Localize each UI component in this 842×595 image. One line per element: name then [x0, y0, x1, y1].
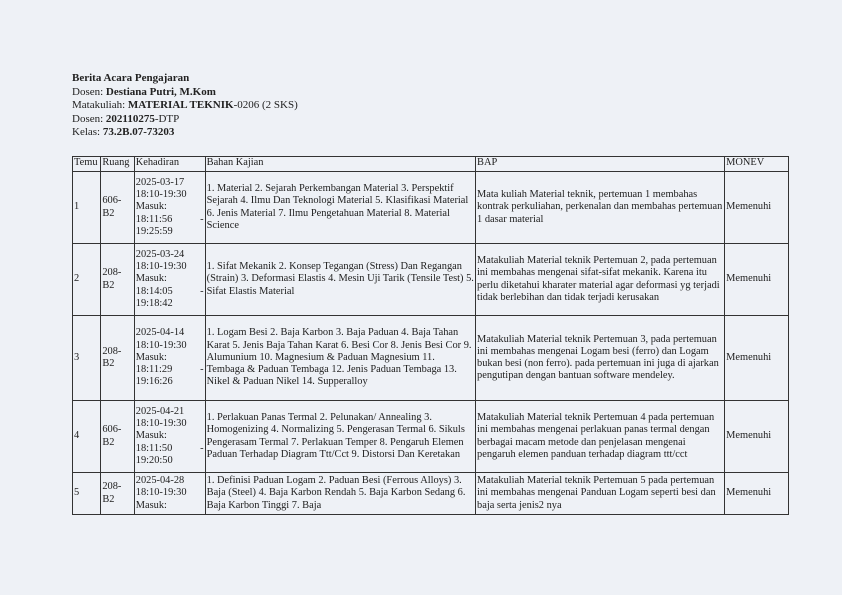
meeting-number: 5	[73, 473, 101, 515]
attendance-cell: 2025-03-24 18:10-19:30 Masuk: 18:14:05 - 19:18:42	[134, 244, 205, 316]
meeting-number: 4	[73, 401, 101, 473]
column-header-temu: Temu	[73, 157, 101, 172]
report-title: Berita Acara Pengajaran	[72, 72, 190, 84]
monev-status: Memenuhi	[725, 401, 789, 473]
table-row	[73, 172, 789, 244]
column-header-bap: BAP	[476, 157, 725, 172]
keluar-time: 19:18:42	[135, 297, 173, 309]
keluar-time: 19:20:50	[135, 454, 173, 466]
bahan-kajian-cell: 1. Logam Besi 2. Baja Karbon 3. Baja Paduan 4. Baja Tahan Karat 5. Jenis Baja Tahan Karat 6. Besi Cor 8. Jenis Besi Cor 9. Alumunium 10. Magnesium & Paduan Magnesium 11. Tembaga & Paduan Tembaga 12. Jenis Paduan Tembaga 13. Nikel & Paduan Nikel 14. Supperalloy	[205, 316, 475, 401]
course-code: -0206 (2 SKS)	[233, 99, 298, 112]
masuk-time: 18:11:56	[135, 213, 173, 225]
attendance-time: 18:10-19:30	[135, 189, 187, 201]
lecturer-id-line: Dosen: 202110275-DTP	[72, 112, 180, 125]
keluar-time: 19:25:59	[135, 225, 173, 237]
masuk-time: 18:11:29	[135, 364, 173, 376]
attendance-time: 18:10-19:30	[135, 487, 187, 499]
room: 208-B2	[101, 316, 134, 401]
table-row	[73, 244, 789, 316]
room: 606-B2	[101, 401, 134, 473]
monev-status: Memenuhi	[725, 172, 789, 244]
column-header-monev: MONEV	[725, 157, 789, 172]
lecturer-name: Destiana Putri, M.Kom	[105, 85, 216, 98]
masuk-label: Masuk:	[135, 499, 167, 511]
table-row	[73, 401, 789, 473]
room: 208-B2	[101, 244, 134, 316]
lecturer-line: Dosen: Destiana Putri, M.Kom	[72, 85, 216, 98]
table-header-row	[73, 157, 789, 172]
class-code: 73.2B.07-73203	[102, 126, 175, 139]
column-header-bahan-kajian: Bahan Kajian	[205, 157, 475, 172]
bap-cell: Matakuliah Material teknik Pertemuan 4 pada pertemuan ini membahas mengenai perlakuan panas termal dengan berbagai macam metode dan penjelasan mengenai pengaruh elemen panduan terhadap diagram ttt/cct	[476, 401, 725, 473]
attendance-date: 2025-04-14	[135, 327, 185, 339]
masuk-label: Masuk:	[135, 273, 167, 285]
class-line: Kelas: 73.2B.07-73203	[72, 126, 175, 139]
bahan-kajian-cell: 1. Material 2. Sejarah Perkembangan Material 3. Perspektif Sejarah 4. Ilmu Dan Teknologi Material 5. Klasifikasi Material 6. Jenis Material 7. Ilmu Pengetahuan Material 8. Material Science	[205, 172, 475, 244]
attendance-date: 2025-04-21	[135, 405, 185, 417]
attendance-time: 18:10-19:30	[135, 261, 187, 273]
bahan-kajian-cell: 1. Definisi Paduan Logam 2. Paduan Besi (Ferrous Alloys) 3. Baja (Steel) 4. Baja Karbon Rendah 5. Baja Karbon Sedang 6. Baja Karbon Tinggi 7. Baja	[205, 473, 475, 515]
masuk-label: Masuk:	[135, 430, 167, 442]
teaching-record-table	[72, 156, 789, 515]
masuk-time: 18:11:50	[135, 442, 173, 454]
column-header-ruang: Ruang	[101, 157, 134, 172]
masuk-label: Masuk:	[135, 201, 167, 213]
keluar-time: 19:16:26	[135, 376, 173, 388]
bap-cell: Matakuliah Material teknik Pertemuan 5 pada pertemuan ini membahas mengenai Panduan Logam seperti besi dan baja serta jenis2 nya	[476, 473, 725, 515]
monev-status: Memenuhi	[725, 244, 789, 316]
monev-status: Memenuhi	[725, 473, 789, 515]
table-row	[73, 473, 789, 515]
masuk-time: 18:14:05	[135, 285, 173, 297]
attendance-date: 2025-04-28	[135, 475, 185, 487]
attendance-date: 2025-03-17	[135, 176, 185, 188]
meeting-number: 3	[73, 316, 101, 401]
attendance-cell: 2025-04-14 18:10-19:30 Masuk: 18:11:29 - 19:16:26	[134, 316, 205, 401]
masuk-label: Masuk:	[135, 351, 167, 363]
meeting-number: 1	[73, 172, 101, 244]
report-header	[72, 72, 298, 140]
monev-status: Memenuhi	[725, 316, 789, 401]
bap-cell: Mata kuliah Material teknik, pertemuan 1 membahas kontrak perkuliahan, perkenalan dan membahas pertemuan 1 dasar material	[476, 172, 725, 244]
course-name: MATERIAL TEKNIK	[127, 99, 234, 112]
attendance-cell: 2025-03-17 18:10-19:30 Masuk: 18:11:56 - 19:25:59	[134, 172, 205, 244]
course-line: Matakuliah: MATERIAL TEKNIK-0206 (2 SKS)	[72, 99, 298, 112]
bahan-kajian-cell: 1. Perlakuan Panas Termal 2. Pelunakan/ Annealing 3. Homogenizing 4. Normalizing 5. Pengerasan Termal 6. Sikuls Pengerasam Termal 7. Perlakuan Temper 8. Pengaruh Elemen Paduan Terhadap Diagram Ttt/Cct 9. Distorsi Dan Keretakan	[205, 401, 475, 473]
attendance-time: 18:10-19:30	[135, 339, 187, 351]
attendance-time: 18:10-19:30	[135, 418, 187, 430]
bap-cell: Matakuliah Material teknik Pertemuan 3, pada pertemuan ini membahas mengenai Logam besi (ferro) dan Logam bukan besi (non ferro). pada pertemuan ini juga di ajarkan pengutipan dengan bantuan software mendeley.	[476, 316, 725, 401]
room: 208-B2	[101, 473, 134, 515]
lecturer-id: 202110275	[105, 112, 155, 125]
bap-cell: Matakuliah Material teknik Pertemuan 2, pada pertemuan ini membahas mengenai sifat-sifat mekanik. Karena itu perlu diketahui kharater material agar deformasi yg terjadi tidak berlebihan dan tidak terjadi kerusakan	[476, 244, 725, 316]
column-header-kehadiran: Kehadiran	[134, 157, 205, 172]
room: 606-B2	[101, 172, 134, 244]
attendance-date: 2025-03-24	[135, 248, 185, 260]
attendance-cell	[134, 473, 205, 515]
table-row	[73, 316, 789, 401]
meeting-number: 2	[73, 244, 101, 316]
bahan-kajian-cell: 1. Sifat Mekanik 2. Konsep Tegangan (Stress) Dan Regangan (Strain) 3. Deformasi Elastis 4. Mesin Uji Tarik (Tensile Test) 5. Sifat Elastis Material	[205, 244, 475, 316]
attendance-cell: 2025-04-21 18:10-19:30 Masuk: 18:11:50 - 19:20:50	[134, 401, 205, 473]
